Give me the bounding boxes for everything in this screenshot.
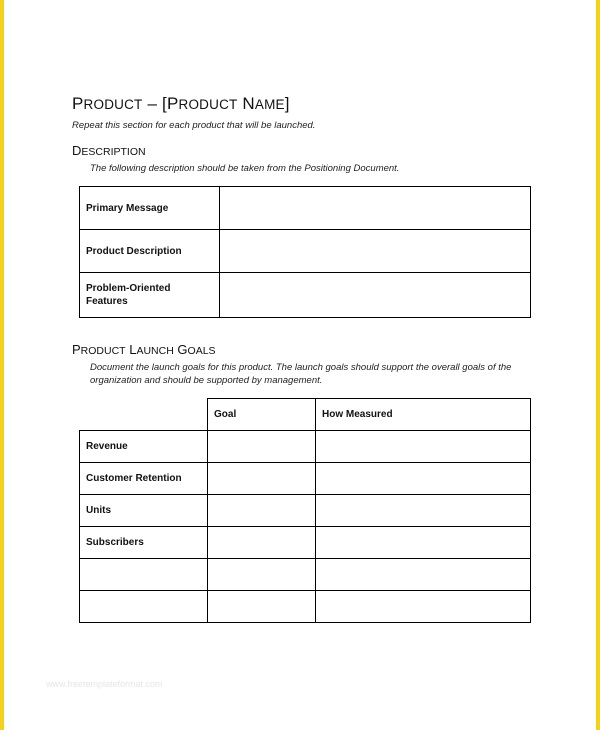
watermark: www.freetemplateformat.com: [46, 679, 163, 689]
row-label: Revenue: [80, 431, 208, 463]
section-title: [72, 94, 290, 114]
table-row: [80, 273, 531, 318]
goals-note: Document the launch goals for this product. The launch goals should support the overall goals of the organization and should be supported by management.: [90, 362, 512, 386]
table-row: [80, 431, 531, 463]
goal-cell[interactable]: [208, 495, 316, 527]
table-row: [80, 187, 531, 230]
table-row: [80, 230, 531, 273]
description-note: The following description should be taken from the Positioning Document.: [90, 163, 400, 174]
title-prefix: PRODUCT – [: [72, 94, 167, 113]
goal-cell[interactable]: [208, 527, 316, 559]
row-label[interactable]: [80, 559, 208, 591]
measured-cell[interactable]: [316, 527, 531, 559]
goals-table: [79, 398, 531, 623]
goal-cell[interactable]: [208, 591, 316, 623]
measured-cell[interactable]: [316, 591, 531, 623]
table-row: [80, 559, 531, 591]
table-row: [80, 527, 531, 559]
table-header-row: [80, 399, 531, 431]
table-row: [80, 495, 531, 527]
header-cell-how-measured: How Measured: [316, 399, 531, 431]
row-label: Primary Message: [80, 187, 220, 230]
goal-cell[interactable]: [208, 431, 316, 463]
table-row: [80, 591, 531, 623]
measured-cell[interactable]: [316, 431, 531, 463]
row-label: Product Description: [80, 230, 220, 273]
row-label: Customer Retention: [80, 463, 208, 495]
row-value-cell[interactable]: [220, 230, 531, 273]
goal-cell[interactable]: [208, 559, 316, 591]
measured-cell[interactable]: [316, 559, 531, 591]
row-label[interactable]: [80, 591, 208, 623]
title-suffix: ]: [284, 94, 290, 113]
intro-note: Repeat this section for each product that will be launched.: [72, 120, 316, 131]
document-page: [4, 0, 596, 730]
goal-cell[interactable]: [208, 463, 316, 495]
row-label: Units: [80, 495, 208, 527]
description-heading: DESCRIPTION: [72, 143, 146, 158]
measured-cell[interactable]: [316, 495, 531, 527]
row-value-cell[interactable]: [220, 273, 531, 318]
header-cell-empty: [80, 399, 208, 431]
description-table: [79, 186, 531, 318]
table-row: [80, 463, 531, 495]
header-cell-goal: Goal: [208, 399, 316, 431]
row-label: Problem-Oriented Features: [80, 273, 220, 318]
goals-heading: PRODUCT LAUNCH GOALS: [72, 342, 216, 357]
measured-cell[interactable]: [316, 463, 531, 495]
title-product-name: PRODUCT NAME: [166, 94, 285, 113]
row-label: Subscribers: [80, 527, 208, 559]
row-value-cell[interactable]: [220, 187, 531, 230]
